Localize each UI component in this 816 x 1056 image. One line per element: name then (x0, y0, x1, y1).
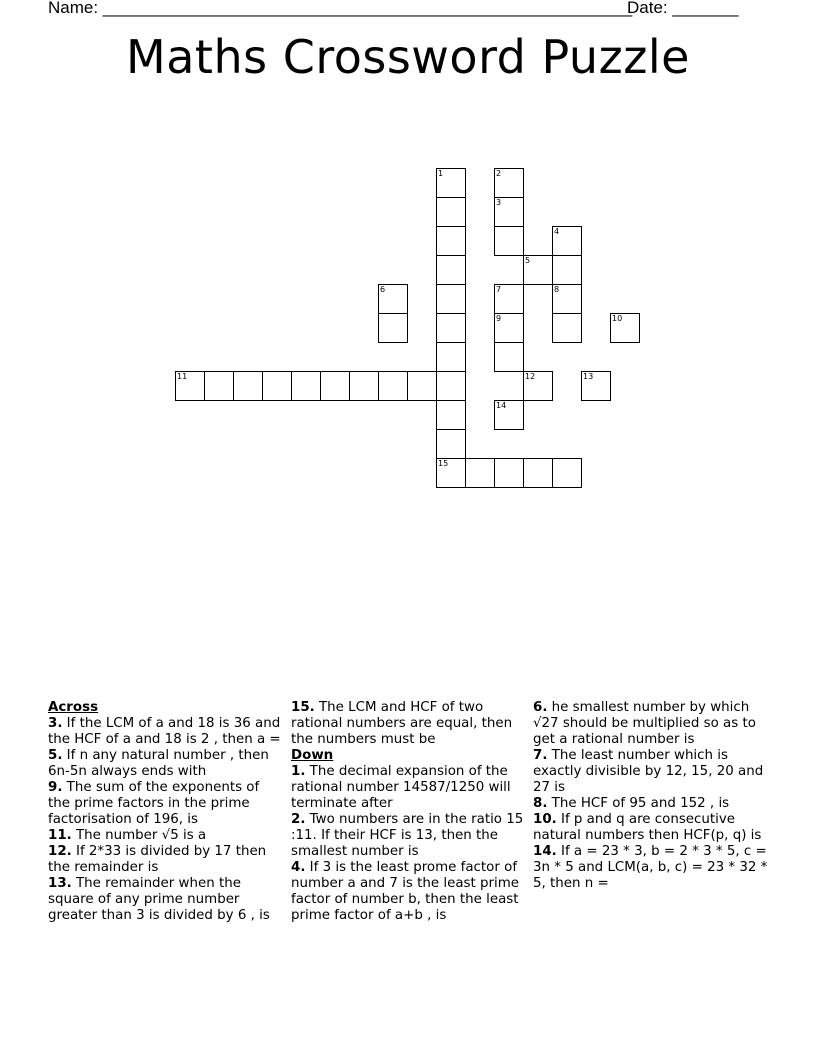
crossword-cell[interactable] (552, 255, 582, 285)
clue-item-number: 9. (48, 780, 63, 795)
crossword-cell[interactable] (262, 371, 292, 401)
crossword-cell[interactable] (291, 371, 321, 401)
clue-number: 10 (612, 314, 623, 323)
crossword-cell[interactable] (233, 371, 263, 401)
clue-item-text: Two numbers are in the ratio 15 :11. If their HCF is 13, then the smallest number is (291, 812, 524, 859)
clues-column-2 (291, 700, 526, 924)
name-field[interactable]: Name: ________________________________________________________ (48, 0, 633, 17)
clue-item-number: 5. (48, 748, 63, 763)
crossword-cell[interactable] (204, 371, 234, 401)
crossword-cell[interactable] (407, 371, 437, 401)
crossword-cell[interactable] (523, 458, 553, 488)
clue-item-number: 6. (533, 700, 548, 715)
crossword-cell[interactable] (378, 371, 408, 401)
clue-item (533, 748, 768, 796)
clue-number: 6 (380, 285, 386, 294)
crossword-cell[interactable] (552, 226, 582, 256)
clue-number: 4 (554, 227, 560, 236)
clue-item (48, 780, 283, 828)
crossword-cell[interactable] (465, 458, 495, 488)
crossword-cell[interactable] (436, 342, 466, 372)
clue-item-number: 8. (533, 796, 548, 811)
date-field[interactable]: Date: _______ (627, 0, 739, 17)
crossword-cell[interactable] (175, 371, 205, 401)
crossword-cell[interactable] (494, 226, 524, 256)
crossword-cell[interactable] (436, 226, 466, 256)
down-heading: Down (291, 748, 334, 763)
clue-number: 13 (583, 372, 594, 381)
clue-item-number: 12. (48, 844, 72, 859)
crossword-cell[interactable] (436, 197, 466, 227)
clue-item (48, 828, 283, 844)
clue-item-text: If n any natural number , then 6n-5n always ends with (48, 748, 269, 779)
clue-number: 8 (554, 285, 560, 294)
clue-item-text: he smallest number by which √27 should be multiplied so as to get a rational number is (533, 700, 756, 747)
crossword-cell[interactable] (494, 313, 524, 343)
crossword-cell[interactable] (436, 168, 466, 198)
clue-item-text: If the LCM of a and 18 is 36 and the HCF of a and 18 is 2 , then a = (48, 716, 281, 747)
crossword-cell[interactable] (494, 197, 524, 227)
clue-item-number: 13. (48, 876, 72, 891)
clue-item-number: 14. (533, 844, 557, 859)
clue-item (48, 844, 283, 876)
across-heading: Across (48, 700, 99, 715)
crossword-cell[interactable] (320, 371, 350, 401)
clue-item-text: If p and q are consecutive natural numbers then HCF(p, q) is (533, 812, 762, 843)
clue-item-number: 7. (533, 748, 548, 763)
clues-column-1 (48, 700, 283, 924)
crossword-cell[interactable] (436, 313, 466, 343)
crossword-cell[interactable] (494, 400, 524, 430)
clue-number: 12 (525, 372, 536, 381)
crossword-cell[interactable] (494, 458, 524, 488)
clue-number: 5 (525, 256, 531, 265)
crossword-cell[interactable] (436, 255, 466, 285)
crossword-cell[interactable] (523, 255, 553, 285)
crossword-cell[interactable] (610, 313, 640, 343)
clues-column-3 (533, 700, 768, 892)
crossword-cell[interactable] (436, 284, 466, 314)
clue-item-text: The number √5 is a (71, 828, 207, 843)
crossword-cell[interactable] (436, 429, 466, 459)
clue-item (48, 716, 283, 748)
clue-item (291, 700, 526, 748)
clue-item-text: The decimal expansion of the rational number 14587/1250 will terminate after (291, 764, 511, 811)
clue-item-text: If a = 23 * 3, b = 2 * 3 * 5, c = 3n * 5 and LCM(a, b, c) = 23 * 32 * 5, then n = (533, 844, 768, 891)
clue-number: 11 (177, 372, 188, 381)
clue-item-number: 3. (48, 716, 63, 731)
clue-item (48, 876, 283, 924)
crossword-cell[interactable] (378, 284, 408, 314)
clue-item (533, 796, 768, 812)
crossword-cell[interactable] (436, 371, 466, 401)
clue-item-number: 11. (48, 828, 72, 843)
clue-item-number: 1. (291, 764, 306, 779)
clue-item-text: If 2*33 is divided by 17 then the remainder is (48, 844, 267, 875)
clue-number: 9 (496, 314, 502, 323)
clue-number: 3 (496, 198, 502, 207)
crossword-cell[interactable] (494, 168, 524, 198)
clue-item-text: The remainder when the square of any prime number greater than 3 is divided by 6 , is (48, 876, 270, 923)
clue-item-number: 10. (533, 812, 557, 827)
crossword-cell[interactable] (349, 371, 379, 401)
crossword-cell[interactable] (552, 313, 582, 343)
clue-item-text: If 3 is the least prome factor of number a and 7 is the least prime factor of number b, then the least prime factor of a+b , is (291, 860, 520, 923)
clue-item (48, 748, 283, 780)
clue-number: 14 (496, 401, 507, 410)
clue-item (533, 844, 768, 892)
clue-number: 2 (496, 169, 502, 178)
clue-item (533, 700, 768, 748)
crossword-cell[interactable] (494, 342, 524, 372)
clue-item-text: The HCF of 95 and 152 , is (547, 796, 730, 811)
crossword-cell[interactable] (581, 371, 611, 401)
page-title: Maths Crossword Puzzle (126, 30, 690, 84)
clue-item (533, 812, 768, 844)
clue-item (291, 764, 526, 812)
crossword-cell[interactable] (436, 458, 466, 488)
crossword-cell[interactable] (494, 284, 524, 314)
clue-number: 7 (496, 285, 502, 294)
crossword-cell[interactable] (436, 400, 466, 430)
crossword-cell[interactable] (552, 458, 582, 488)
clue-item (291, 812, 526, 860)
clue-item-number: 15. (291, 700, 315, 715)
clue-item-number: 4. (291, 860, 306, 875)
crossword-cell[interactable] (552, 284, 582, 314)
crossword-cell[interactable] (378, 313, 408, 343)
clue-item-text: The least number which is exactly divisible by 12, 15, 20 and 27 is (533, 748, 764, 795)
clue-item-text: The sum of the exponents of the prime factors in the prime factorisation of 196, is (48, 780, 260, 827)
clue-number: 15 (438, 459, 449, 468)
clue-number: 1 (438, 169, 444, 178)
clue-item (291, 860, 526, 924)
crossword-cell[interactable] (523, 371, 553, 401)
clue-item-number: 2. (291, 812, 306, 827)
clue-item-text: The LCM and HCF of two rational numbers are equal, then the numbers must be (291, 700, 513, 747)
